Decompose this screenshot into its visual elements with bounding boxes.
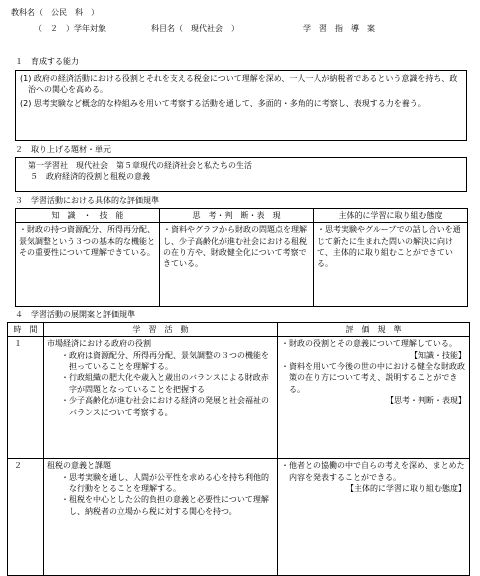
- ability-item-2: (2) 思考実験など概念的な枠組みを用いて考察する活動を通して、多面的・多角的に考察し、表現する力を養う。: [20, 98, 426, 108]
- activity-header-evaluation: 評 価 規 準: [278, 323, 470, 337]
- section-2-title: ２ 取り上げる題材・単元: [15, 145, 111, 154]
- topic-line-2: ５ 政府経済的役割と租税の意義: [30, 172, 150, 182]
- abilities-box: [15, 70, 467, 141]
- subject-label: 教科名（ 公民 科 ）: [11, 8, 99, 17]
- topic-box: [15, 157, 467, 192]
- row-1-evaluation: [278, 337, 470, 459]
- criteria-header-thinking: 思 考・判 断・表 現: [160, 209, 314, 223]
- row-1-heading: 市場経済における政府の役割: [47, 339, 151, 349]
- table-row: [8, 459, 470, 576]
- row-1-activity-1: ・政府は資源配分、所得再分配、景気調整の３つの機能を担っていることを理解する。: [61, 350, 269, 372]
- row-1-time: １: [8, 337, 44, 459]
- criteria-cell-attitude: ・思考実験やグループでの話し合いを通じて新たに生まれた問いの解決に向けて、主体的に取り組むことができている。: [314, 223, 468, 307]
- row-1-activity: [44, 337, 278, 459]
- row-1-eval-2: ・資料を用いて今後の世の中における健全な財政政策の在り方について考え、説明することができる。: [281, 362, 465, 394]
- row-2-activity-1: ・思考実験を通し、人間が公平性を求める心を持ち利他的な行動をとることを理解する。: [61, 472, 269, 494]
- row-1-eval-2-tag: 【思考・判断・表現】: [386, 396, 466, 406]
- row-2-time: ２: [8, 459, 44, 576]
- criteria-cell-thinking: ・資料やグラフから財政の問題点を理解し、少子高齢化が進む社会における租税の在り方や、財政健全化について考察できている。: [160, 223, 314, 307]
- section-4-title: ４ 学習活動の展開案と評価規準: [15, 310, 135, 319]
- activity-table: [7, 322, 470, 576]
- table-row: [8, 337, 470, 459]
- course-label: 科目名（ 現代社会 ）: [151, 24, 239, 33]
- section-3-title: ３ 学習活動における具体的な評価規準: [15, 196, 159, 205]
- activity-header-time: 時 間: [8, 323, 44, 337]
- row-2-heading: 租税の意義と課題: [47, 461, 111, 471]
- plan-title: 学 習 指 導 案: [303, 24, 375, 33]
- criteria-header-knowledge: 知 識 ・ 技 能: [16, 209, 160, 223]
- row-2-eval-1: ・他者との協働の中で自らの考えを深め、まとめた内容を発表することができる。: [281, 461, 465, 482]
- row-1-eval-1: ・財政の役割とその意義について理解している。: [281, 339, 457, 349]
- row-2-activity-2: ・租税を中心とした公的負担の意義と必要性について理解し、納税者の立場から税に対する関心を持つ。: [61, 495, 269, 516]
- activity-header-activity: 学 習 活 動: [44, 323, 278, 337]
- row-2-activity: [44, 459, 278, 576]
- row-1-activity-2: ・行政組織の肥大化や歳入と歳出のバランスによる財政赤字が問題となっていることを把握する: [61, 373, 269, 394]
- ability-item-1: (1) 政府の経済活動における役割とそれを支える税金について理解を深め、一人一人が納税者であるという意識を持ち、政治への関心を高める。: [20, 74, 458, 95]
- row-2-eval-1-tag: 【主体的に学習に取り組む態度】: [346, 484, 466, 494]
- criteria-cell-knowledge: ・財政の持つ資源配分、所得再分配、景気調整という３つの基本的な機能とその重要性について理解できている。: [16, 223, 160, 307]
- section-1-title: １ 育成する能力: [15, 57, 79, 66]
- criteria-header-attitude: 主体的に学習に取り組む態度: [314, 209, 468, 223]
- row-1-eval-1-tag: 【知識・技能】: [410, 350, 466, 360]
- row-2-evaluation: [278, 459, 470, 576]
- row-1-activity-3: ・少子高齢化が進む社会における経済の発展と社会福祉のバランスについて考察する。: [61, 396, 269, 417]
- criteria-table: [15, 208, 468, 307]
- grade-label: （ ２ ）学年対象: [34, 24, 106, 33]
- topic-line-1: 第一学習社 現代社会 第５章現代の経済社会と私たちの生活: [28, 161, 252, 170]
